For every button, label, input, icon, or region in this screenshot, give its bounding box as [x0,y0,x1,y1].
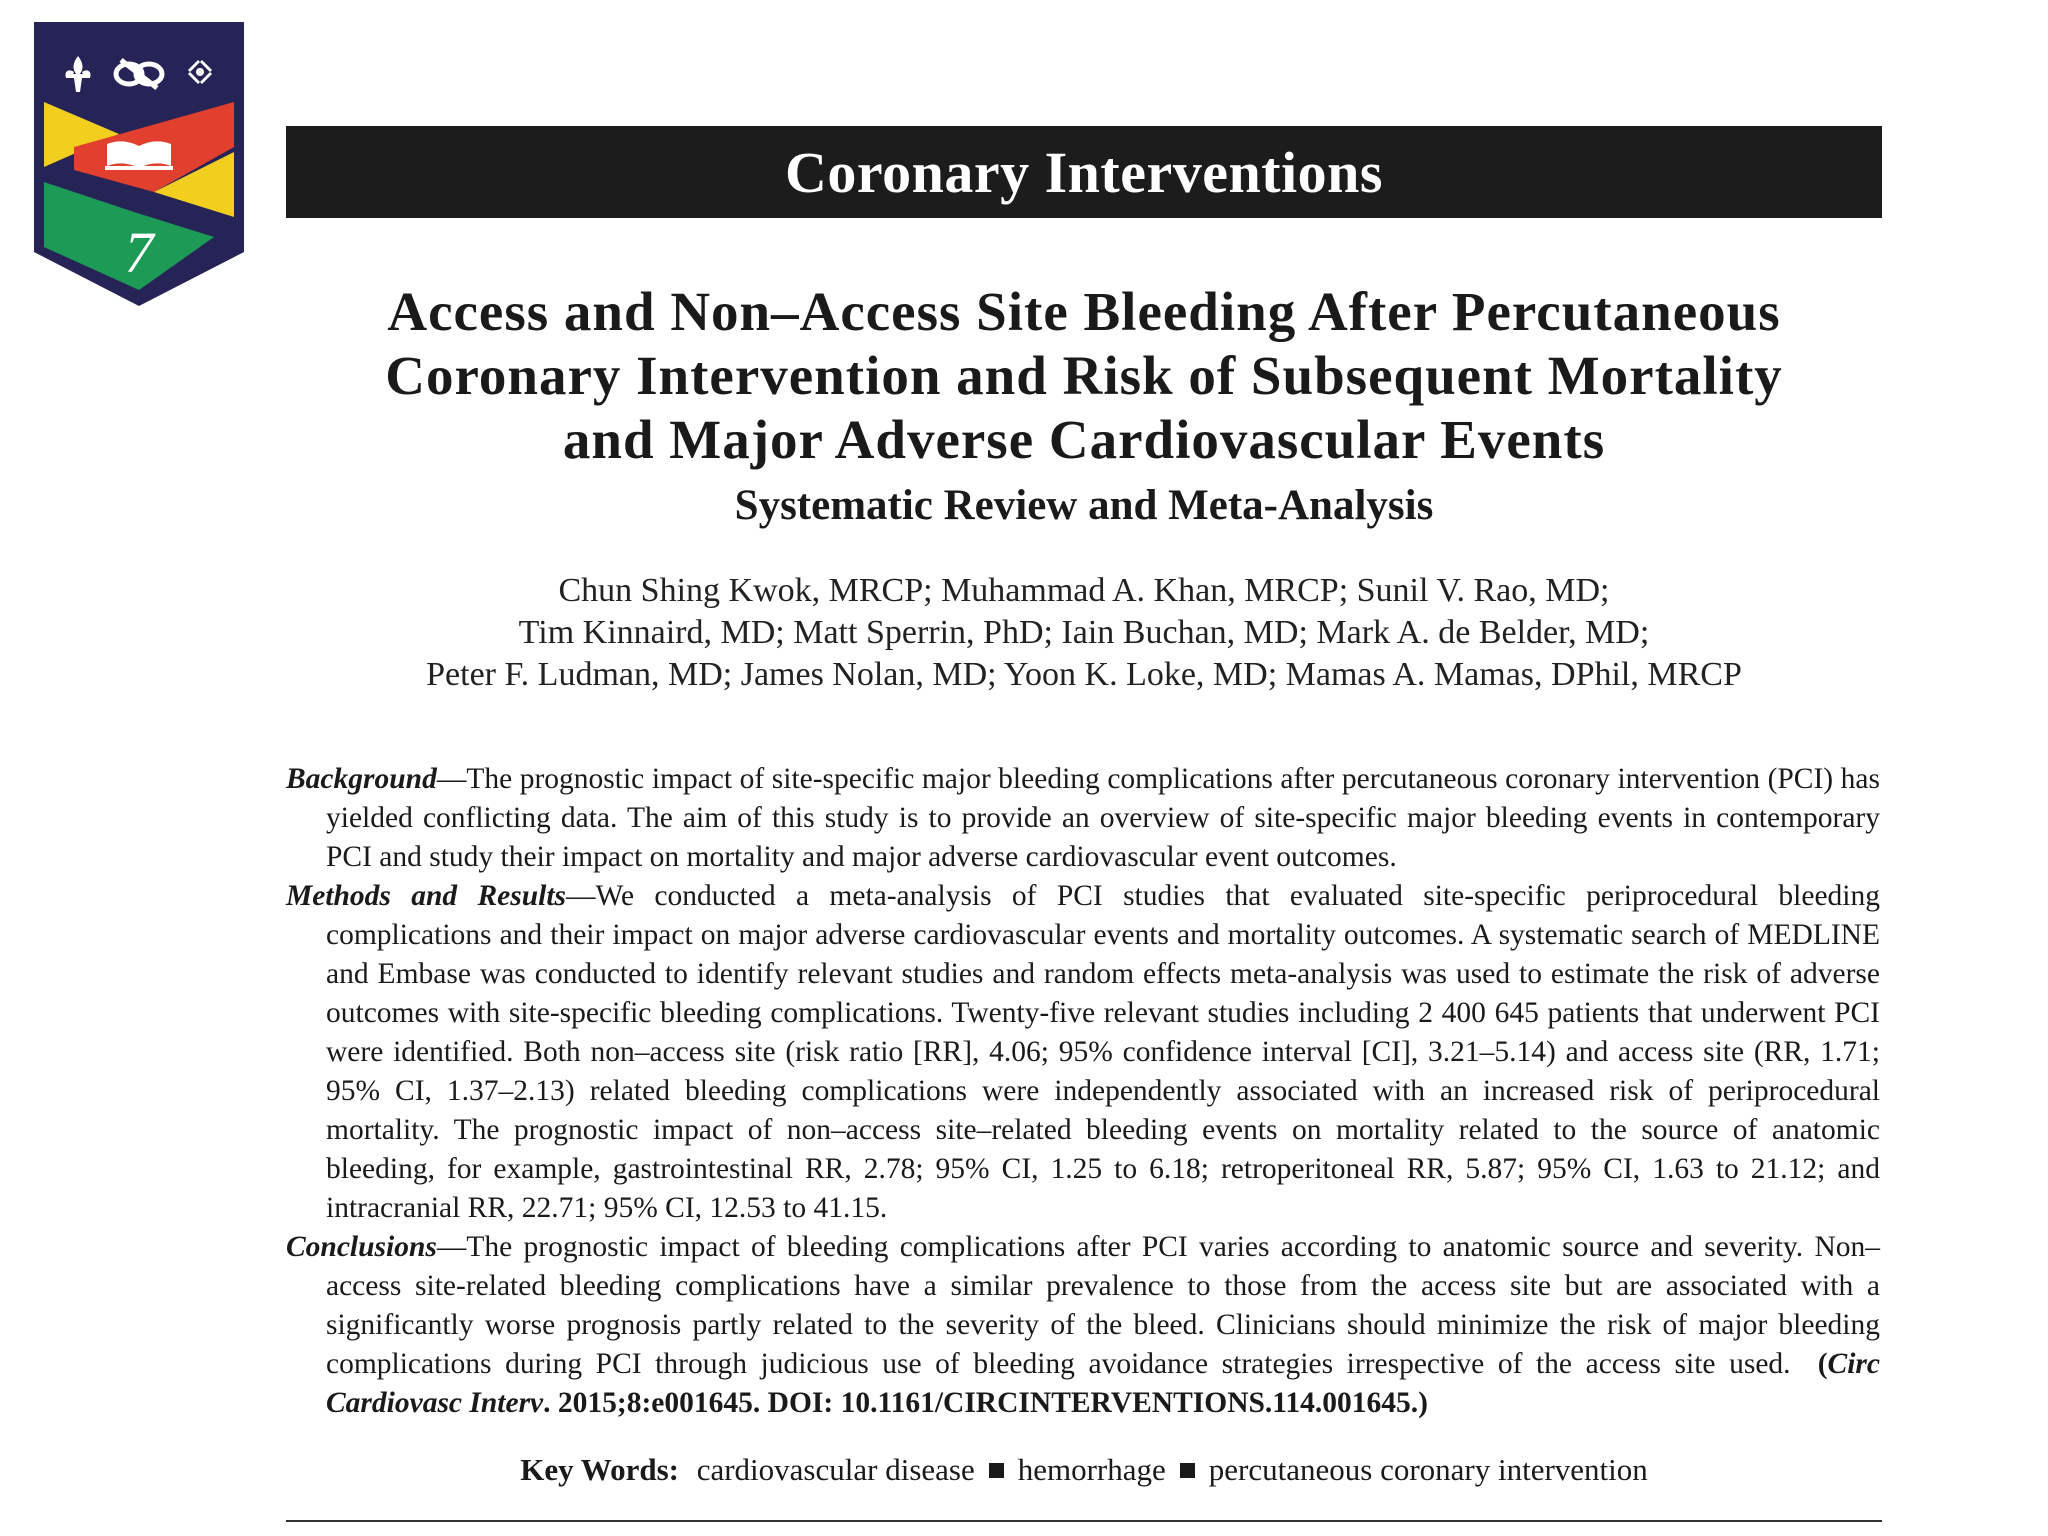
square-bullet-icon [1180,1463,1195,1478]
author-line: Peter F. Ludman, MD; James Nolan, MD; Yoon K. Loke, MD; Mamas A. Mamas, DPhil, MRCP [426,656,1742,693]
article-title [286,280,1882,472]
abstract-methods [286,877,1880,1228]
background-label: Background [286,763,437,795]
keywords [286,1450,1882,1490]
square-bullet-icon [989,1463,1004,1478]
keywords-label: Key Words: [520,1452,679,1487]
title-line: and Major Adverse Cardiovascular Events [562,409,1606,470]
abstract-background [286,760,1880,877]
bottom-rule [286,1520,1882,1522]
crest-numeral: 7 [124,220,154,285]
abstract [286,760,1880,1423]
section-banner [286,126,1882,218]
methods-text: —We conducted a meta-analysis of PCI studies that evaluated site-specific periprocedural bleeding complications and their impact on major adverse cardiovascular events and mortality outcomes. A systematic search of MEDLINE and Embase was conducted to identify relevant studies and random effects meta-analysis was used to estimate the risk of adverse outcomes with site-specific bleeding complications. Twenty-five relevant studies including 2 400 645 patients that underwent PCI were identified. Both non–access site (risk ratio [RR], 4.06; 95% confidence interval [CI], 3.21–5.14) and access site (RR, 1.71; 95% CI, 1.37–2.13) related bleeding complications were independently associated with an increased risk of periprocedural mortality. The prognostic impact of non–access site–related bleeding events on mortality related to the source of anatomic bleeding, for example, gastrointestinal RR, 2.78; 95% CI, 1.25 to 6.18; retroperitoneal RR, 5.87; 95% CI, 1.63 to 21.12; and intracranial RR, 22.71; 95% CI, 12.53 to 41.15. [326,880,1880,1224]
methods-label: Methods and Results [286,880,567,912]
conclusions-label: Conclusions [286,1231,437,1263]
author-list [286,570,1882,696]
article-subtitle: Systematic Review and Meta-Analysis [734,482,1434,529]
title-line: Access and Non–Access Site Bleeding After Percutaneous [387,281,1781,342]
keyword-item: hemorrhage [1017,1452,1166,1487]
university-crest-logo [34,22,244,306]
author-line: Tim Kinnaird, MD; Matt Sperrin, PhD; Iain Buchan, MD; Mark A. de Belder, MD; [518,614,1650,651]
citation-rest: . 2015;8:e001645. DOI: 10.1161/CIRCINTERVENTIONS.114.001645.) [543,1387,1428,1419]
author-line: Chun Shing Kwok, MRCP; Muhammad A. Khan, MRCP; Sunil V. Rao, MD; [558,572,1610,609]
keyword-item: percutaneous coronary intervention [1208,1452,1648,1487]
conclusions-text: —The prognostic impact of bleeding complications after PCI varies according to anatomic source and severity. Non–access site-related bleeding complications have a similar prevalence to those from the access site but are associated with a significantly worse prognosis partly related to the severity of the bleed. Clinicians should minimize the risk of major bleeding complications during PCI through judicious use of bleeding avoidance strategies irrespective of the access site used. [326,1231,1880,1380]
section-banner-title: Coronary Interventions [785,139,1383,205]
background-text: —The prognostic impact of site-specific major bleeding complications after percutaneous coronary intervention (PCI) has yielded conflicting data. The aim of this study is to provide an overview of site-specific major bleeding events in contemporary PCI and study their impact on mortality and major adverse cardiovascular event outcomes. [326,763,1880,873]
citation-open: ( [1817,1348,1828,1380]
title-line: Coronary Intervention and Risk of Subsequent Mortality [385,345,1783,406]
abstract-conclusions [286,1228,1880,1423]
keyword-item: cardiovascular disease [696,1452,975,1487]
citation-journal: Circ Cardiovasc Interv [326,1348,1880,1419]
